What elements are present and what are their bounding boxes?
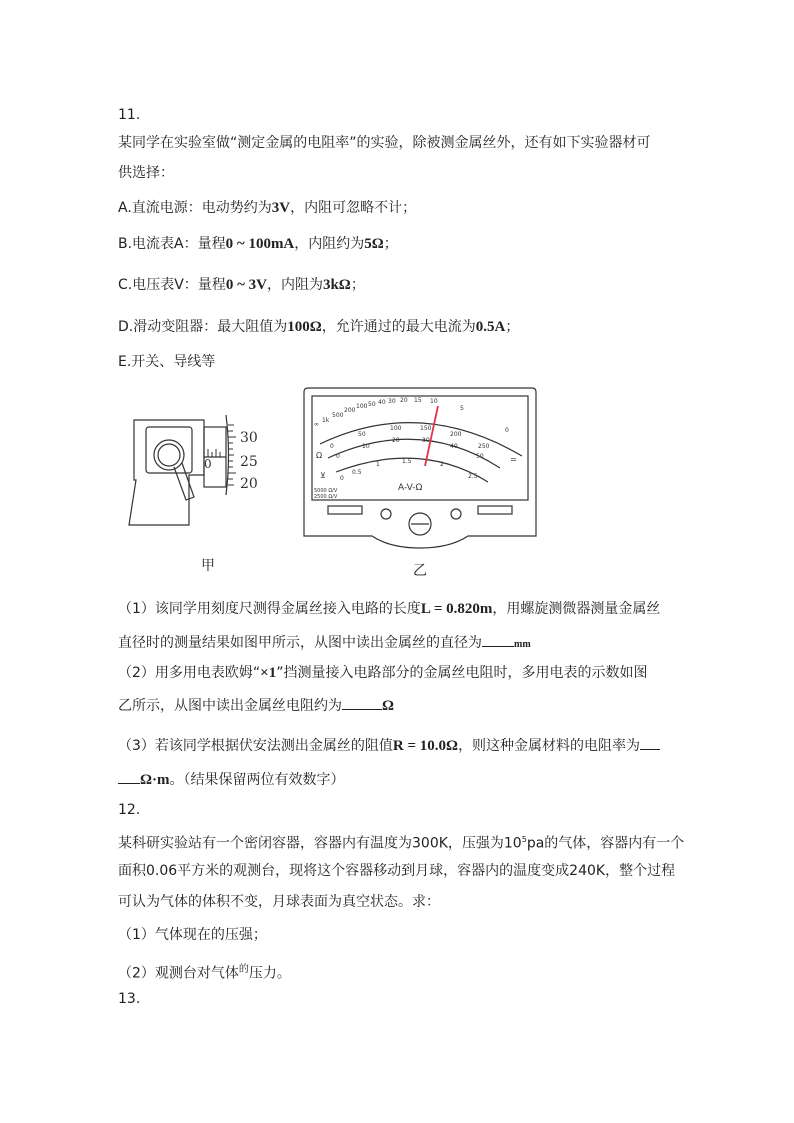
sub3-text: （3）若该同学根据伏安法测出金属丝的阻值 xyxy=(118,738,393,754)
option-d-tail: ； xyxy=(505,319,520,335)
sub1-line-2 xyxy=(118,634,531,654)
ohm-label-5: 5 xyxy=(460,405,464,412)
q12-number-text: 12. xyxy=(118,802,141,818)
ohm-label-20: 20 xyxy=(400,397,408,404)
ohm-label-30: 30 xyxy=(388,398,396,405)
ac-label-2-5: 2.5 xyxy=(468,473,478,480)
option-a-emf: 3V xyxy=(271,200,291,216)
q11-intro-line-2 xyxy=(118,164,174,182)
micrometer-zero-label: 0 xyxy=(204,457,212,471)
sub3-resistance: R = 10.0Ω xyxy=(392,738,459,754)
resistivity-answer-blank-part2[interactable] xyxy=(118,771,140,784)
sub2-question: 乙所示，从图中读出金属丝电阻约为 xyxy=(118,698,342,714)
right-screw-icon xyxy=(451,509,461,519)
q11-number xyxy=(118,106,140,124)
ac-label-0: 0 xyxy=(340,475,344,482)
dc-b-label-10: 10 xyxy=(362,443,370,450)
option-c-tail: ； xyxy=(350,277,365,293)
q13-number xyxy=(118,990,140,1008)
dc-a-label-200: 200 xyxy=(450,431,462,438)
option-b-mid: ，内阻约为 xyxy=(294,236,365,252)
q12-sub1 xyxy=(118,926,267,944)
option-e-text: E.开关、导线等 xyxy=(118,354,216,370)
ohm-label-1k: 1k xyxy=(322,417,330,424)
ohm-label-200: 200 xyxy=(344,407,356,414)
sub1-length: L = 0.820m xyxy=(420,601,493,617)
figure-yi-caption xyxy=(413,560,427,580)
q12-sub2-raised: 的 xyxy=(238,964,249,975)
sub1-question: 直径时的测量结果如图甲所示，从图中读出金属丝的直径为 xyxy=(118,635,482,651)
option-d xyxy=(118,318,519,336)
option-d-max-current: 0.5A xyxy=(475,319,506,335)
ac-label-1: 1 xyxy=(376,461,380,468)
micrometer-figure xyxy=(124,405,274,530)
sub3-note: 。（结果保留两位有效数字） xyxy=(169,772,345,788)
q11-intro-text-1: 某同学在实验室做“测定金属的电阻率”的实验，除被测金属丝外，还有如下实验器材可 xyxy=(118,135,651,151)
option-c-mid: ，内阻为 xyxy=(266,277,323,293)
left-terminal xyxy=(328,506,362,514)
option-b xyxy=(118,235,398,253)
q11-number-text: 11. xyxy=(118,107,141,123)
ohm-label-500: 500 xyxy=(332,412,344,419)
dc-b-label-30: 30 xyxy=(422,437,430,444)
figure-jia-caption-text: 甲 xyxy=(201,558,215,574)
q12-text-2: 面积0.06平方米的观测台，现将这个容器移动到月球，容器内的温度变成240K，整个过程 xyxy=(118,863,676,879)
ohm-label-10: 10 xyxy=(430,398,438,405)
micrometer-knob-inner xyxy=(158,444,180,466)
q12-sub1-text: （1）气体现在的压强； xyxy=(118,927,267,943)
ac-symbol: ≃ xyxy=(510,455,517,464)
micrometer-tick-30: 30 xyxy=(240,430,258,446)
diameter-answer-blank[interactable] xyxy=(482,634,514,647)
micrometer-tick-20: 20 xyxy=(240,476,258,492)
option-c-range: 0 ~ 3V xyxy=(225,277,267,293)
dc-b-label-40: 40 xyxy=(450,443,458,450)
sub3-line-2 xyxy=(118,771,345,789)
option-e xyxy=(118,353,215,371)
option-a-text: A.直流电源：电动势约为 xyxy=(118,200,272,216)
diameter-unit: mm xyxy=(514,639,531,650)
sub1-line-1 xyxy=(118,600,660,618)
dc-b-label-20: 20 xyxy=(392,437,400,444)
dc-symbol: ⊻ xyxy=(320,471,326,480)
option-c-text: C.电压表V：量程 xyxy=(118,277,226,293)
sub1-tail: ，用螺旋测微器测量金属丝 xyxy=(492,601,661,617)
q13-number-text: 13. xyxy=(118,991,141,1007)
dc-a-label-250: 250 xyxy=(478,443,490,450)
option-a-tail: ，内阻可忽略不计； xyxy=(290,200,417,216)
option-c-resistance: 3kΩ xyxy=(322,277,351,293)
q12-sub2 xyxy=(118,961,291,983)
ac-label-2: 2 xyxy=(440,461,444,468)
ohm-label-inf: ∞ xyxy=(314,421,319,428)
sub2-text: （2）用多用电表欧姆“ xyxy=(118,665,261,681)
q12-sub2-tail: 压力。 xyxy=(248,965,291,982)
micrometer-lever xyxy=(174,463,194,500)
dc-a-label-0: 0 xyxy=(330,443,334,450)
figure-jia-caption xyxy=(201,555,215,575)
sub1-text: （1）该同学用刻度尺测得金属丝接入电路的长度 xyxy=(118,601,421,617)
option-d-mid: ，允许通过的最大电流为 xyxy=(321,319,476,335)
dc-scale-arc xyxy=(328,439,500,468)
q12-number xyxy=(118,801,140,819)
dc-b-label-0: 0 xyxy=(336,453,340,460)
option-b-tail: ； xyxy=(383,236,398,252)
resistivity-answer-blank-part1[interactable] xyxy=(640,737,660,750)
q12-text-1a: 某科研实验站有一个密闭容器，容器内有温度为300K，压强为10 xyxy=(118,835,522,852)
resistance-unit: Ω xyxy=(382,698,395,714)
q12-text-3: 可认为气体的体积不变，月球表面为真空状态。求： xyxy=(118,894,440,910)
ohm-label-0: 0 xyxy=(505,427,509,434)
sub3-line-1 xyxy=(118,737,660,755)
sub2-tail: ”挡测量接入电路部分的金属丝电阻时，多用电表的示数如图 xyxy=(276,665,648,681)
q11-intro-text-2: 供选择： xyxy=(118,165,174,181)
dc-a-label-150: 150 xyxy=(420,425,432,432)
sub2-line-1 xyxy=(118,664,648,682)
q12-line-3 xyxy=(118,893,440,911)
q12-line-2 xyxy=(118,862,675,880)
dc-a-label-50: 50 xyxy=(358,431,366,438)
ac-label-1-5: 1.5 xyxy=(402,458,412,465)
ohm-label-15: 15 xyxy=(414,397,422,404)
q12-sub2-text: （2）观测台对气体 xyxy=(118,965,239,982)
figure-yi-caption-text: 乙 xyxy=(413,563,427,579)
multimeter-figure xyxy=(300,386,540,551)
spec-line-1: 5000 Ω/V xyxy=(314,488,338,494)
q11-intro-line-1 xyxy=(118,134,651,152)
q12-line-1 xyxy=(118,831,684,853)
q12-exponent: 5 xyxy=(521,835,527,844)
ohm-symbol: Ω xyxy=(316,451,323,460)
sub2-range: ×1 xyxy=(260,665,277,681)
option-b-resistance: 5Ω xyxy=(364,236,384,252)
micrometer-tick-25: 25 xyxy=(240,454,258,470)
option-b-text: B.电流表A：量程 xyxy=(118,236,226,252)
resistance-answer-blank[interactable] xyxy=(342,697,382,710)
q12-text-1b: pa的气体，容器内有一个 xyxy=(526,835,685,852)
option-c xyxy=(118,276,365,294)
ac-label-0-5: 0.5 xyxy=(352,469,362,476)
right-terminal xyxy=(478,506,512,514)
multimeter-brand: A-V-Ω xyxy=(398,483,423,493)
multimeter-needle xyxy=(425,406,438,466)
sub3-tail: ，则这种金属材料的电阻率为 xyxy=(458,738,641,754)
spec-line-2: 2500 Ω/V xyxy=(314,494,338,500)
ohm-label-50: 50 xyxy=(368,401,376,408)
dc-a-label-100: 100 xyxy=(390,425,402,432)
left-screw-icon xyxy=(381,509,391,519)
ohm-label-40: 40 xyxy=(378,399,386,406)
dc-b-label-50: 50 xyxy=(476,453,484,460)
option-d-max-resistance: 100Ω xyxy=(287,319,322,335)
option-d-text: D.滑动变阻器：最大阻值为 xyxy=(118,319,288,335)
micrometer-ticks xyxy=(208,425,236,485)
option-a xyxy=(118,199,416,217)
sub2-line-2 xyxy=(118,697,394,715)
ohm-label-100: 100 xyxy=(356,403,368,410)
option-b-range: 0 ~ 100mA xyxy=(225,236,295,252)
resistivity-unit: Ω·m xyxy=(140,772,170,788)
